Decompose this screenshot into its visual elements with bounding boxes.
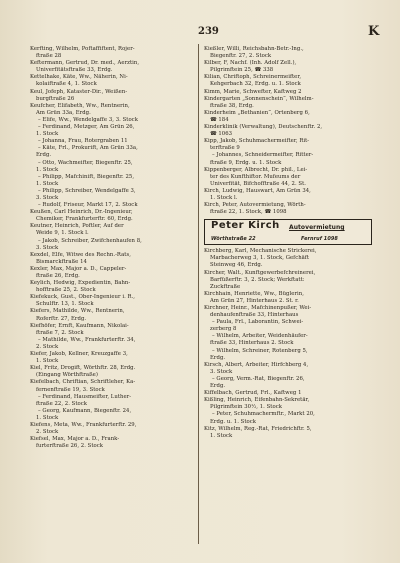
entry-continuation: Erdg.	[210, 354, 226, 361]
directory-entry: – Wilhelm, Schreiner, Rotenberg 5,	[212, 347, 308, 354]
entry-continuation: Chemiker, Frankfurterftr. 60, Erdg.	[36, 216, 133, 223]
directory-entry: Kettelhake, Käte, Ww., Näherin, Ni-	[30, 74, 128, 81]
directory-entry: Kexdel, Elfe, Witwe des Rechn.-Rats,	[30, 251, 131, 258]
entry-continuation: Roferftr. 27, Erdg.	[36, 315, 87, 322]
directory-entry: Kilber, F, Nachf. (Inh. Adolf Zell.),	[204, 60, 297, 67]
entry-continuation: ftraße 22, 1. Stock, ☎ 1098	[210, 209, 287, 216]
directory-entry: – Käte, Frl., Prokurift, Am Grün 33a,	[38, 145, 138, 152]
entry-continuation: Marbacherweg 3, 1. Stock, Gefchäft	[210, 255, 310, 262]
directory-entry: – Peter, Schuhmachermftr., Markt 20,	[212, 411, 315, 418]
column-divider	[198, 44, 199, 544]
entry-continuation: 3. Stock	[36, 244, 59, 251]
entry-continuation: 3. Stock	[36, 194, 59, 201]
section-letter: K	[368, 24, 380, 39]
entry-continuation: kolaiftraße 4, 1. Stock	[36, 81, 97, 88]
entry-continuation: ftraße 38, Erdg.	[210, 102, 254, 109]
entry-continuation: Barfüßerftr. 3, 2. Stock; Werkftatt:	[210, 276, 305, 283]
entry-continuation: 1. Stock	[36, 131, 59, 138]
entry-continuation: 1. Stock	[36, 358, 59, 365]
entry-continuation: Steinweg 46, Erdg.	[210, 262, 263, 269]
entry-continuation: Erdg.	[210, 383, 226, 390]
directory-entry: Keußen, Carl Heinrich, Dr.-Ingenieur,	[30, 209, 133, 216]
directory-entry: – Paula, Frl., Laborantin, Schwei-	[212, 319, 304, 326]
entry-continuation: 2. Stock	[36, 429, 59, 436]
directory-entry: – Johanna, Frau, Rotergraben 11	[38, 138, 128, 145]
entry-continuation: 1. Stock l.	[210, 194, 238, 201]
directory-entry: Kiefhöfer, Ernft, Kaufmann, Nikolai-	[30, 322, 129, 329]
directory-entry: Kipp, Jakob, Schuhmachermeifter, Rit-	[204, 138, 310, 145]
entry-continuation: (Eingang Wörthftraße)	[36, 372, 98, 379]
entry-continuation: Erdg.	[36, 152, 52, 159]
directory-entry: – Elife, Ww., Wendelgaffe 3, 3. Stock	[38, 116, 138, 123]
directory-entry: Kimm, Marie, Schwefter, Kaftweg 2	[204, 88, 302, 95]
right-column	[204, 46, 376, 440]
right-column-bottom	[204, 248, 376, 440]
directory-entry: Kirch, Ludwig, Hauswart, Am Grün 34,	[204, 187, 311, 194]
page-header	[0, 26, 400, 40]
directory-entry: Kerfting, Wilhelm, Poftaffiftent, Rojer-	[30, 46, 135, 52]
directory-entry: Kinderklinik (Verwaltung), Deutschenftr. 2,	[204, 124, 323, 131]
directory-entry: Kiel, Fritz, Drogift, Wörthftr. 28, Erdg.	[30, 365, 136, 372]
entry-continuation: fernenftraße 19, 3. Stock	[36, 386, 105, 393]
entry-continuation: burgftraße 26	[36, 95, 75, 102]
directory-entry: Keftermann, Gertrud, Dr. med., Aerztin,	[30, 60, 140, 67]
entry-continuation: denhaufenftraße 33, Hinterhaus	[210, 312, 299, 319]
directory-entry: – Georg, Verm.-Rat, Biegenftr. 26,	[212, 375, 305, 382]
entry-continuation: 1. Stock	[36, 180, 59, 187]
entry-continuation: Kehgerbach 32, Erdg. u. 1. Stock	[210, 81, 301, 88]
entry-continuation: Pilgrimftein 25, ☎ 338	[210, 67, 274, 74]
directory-entry: Kiefens, Meta, Ww., Frankfurterftr. 29,	[30, 421, 137, 428]
directory-entry: Kiefelbach, Chriftian, Schriftleher, Ka-	[30, 379, 136, 386]
left-column	[30, 46, 193, 450]
entry-continuation: Weide 9, 1. Stock l.	[36, 230, 89, 237]
entry-continuation: ter des Kunfthiftor. Mufeums der	[210, 173, 301, 180]
directory-entry: Keylich, Hedwig, Expedientin, Bahn-	[30, 280, 131, 287]
entry-continuation: hofftraße 25, 2. Stock	[36, 287, 96, 294]
entry-continuation: ☎ 184	[210, 116, 229, 123]
entry-continuation: zerberg 8	[210, 326, 237, 333]
directory-entry: Kirchhain, Henriette, Ww., Büglerin,	[204, 290, 304, 297]
directory-entry: – Philipp, Schreiber, Wendelgaffe 3,	[38, 187, 136, 194]
directory-entry: – Ferdinand, Hausmeifter, Luther-	[38, 393, 132, 400]
directory-entry: Kindergarten „Sonnenschein“, Wilhelm-	[204, 95, 314, 102]
directory-entry: Kirchner, Heinr., Mafchinenpußer, Wei-	[204, 305, 312, 311]
ad-company-name: Peter Kirch	[211, 220, 280, 232]
directory-entry: – Georg, Kaufmann, Biegenftr. 24,	[38, 407, 132, 414]
directory-entry: – Philipp, Mafchinift, Biegenftr. 25,	[38, 173, 135, 180]
entry-continuation: ftraße 33, Hinterhaus 2. Stock	[210, 340, 294, 347]
entry-continuation: ftraße 28	[36, 53, 62, 60]
directory-entry: Kiefsel, Max, Major a. D., Frank-	[30, 436, 120, 443]
entry-continuation: Biegenftr. 27, 2. Stock	[210, 53, 272, 60]
directory-entry: Kiefekuck, Gust., Ober-Ingenieur i. R.,	[30, 294, 136, 301]
entry-continuation: Univerfität, Bifchofftraße 44, 2. St.	[210, 180, 307, 187]
directory-entry: Kirsch, Albert, Arbeiter, Hirfchberg 4,	[204, 361, 309, 368]
entry-continuation: 3. Stock	[210, 368, 233, 375]
entry-continuation: 1. Stock	[210, 432, 233, 439]
directory-entry: Kiefer, Jakob, Kellner, Kreuzgaffe 3,	[30, 351, 128, 358]
entry-continuation: ftraße 9, Erdg. u. 1. Stock	[210, 159, 282, 166]
directory-entry: – Jakob, Schreiber, Zwifchenhaufen 8,	[38, 237, 142, 244]
directory-entry: Kexler, Max, Major a. D., Cappeler-	[30, 265, 127, 272]
entry-continuation: ☎ 1063	[210, 131, 233, 138]
entry-continuation: Am Grün 33a, Erdg.	[36, 109, 91, 116]
directory-entry: Kiffelbach, Gertrud, Frl., Kaftweg 1	[204, 390, 302, 397]
right-column-top	[204, 46, 376, 216]
directory-entry: – Ferdinand, Metzger, Am Grün 26,	[38, 124, 135, 131]
advertisement-box	[204, 219, 372, 245]
directory-entry: – Wilhelm, Arbeiter, Weidenhäufer-	[212, 333, 308, 340]
directory-entry: Keutner, Heinrich, Poftler, Auf der	[30, 223, 124, 230]
directory-entry: – Rudolf, Friseur, Markt 17, 2. Stock	[38, 202, 138, 209]
entry-continuation: Zuckftraße	[210, 283, 241, 290]
entry-continuation: ftraße 26, Erdg.	[36, 273, 80, 279]
directory-entry: Keufcher, Elifabeth, Ww., Rentnerin,	[30, 102, 130, 109]
entry-continuation: Schulftr. 13, 1. Stock	[36, 301, 94, 308]
directory-entry: Kirch, Peter, Autovermietung, Wörth-	[204, 202, 306, 209]
ad-phone: Fernruf 1098	[301, 236, 338, 243]
entry-continuation: furterftraße 26, 2. Stock	[36, 443, 104, 450]
entry-continuation: 2. Stock	[36, 343, 59, 350]
directory-entry: Kirchberg, Karl, Mechanische Strickerei,	[204, 248, 317, 255]
directory-entry: – Otto, Wachmeifter, Biegenftr. 25,	[38, 159, 133, 166]
directory-entry: Kircher, Walt., Kunftgewerbefchreinerei,	[204, 269, 316, 276]
entry-continuation: Univerfitätsftraße 33, Erdg.	[36, 67, 113, 74]
entry-continuation: Erdg. u. 1. Stock	[210, 418, 257, 425]
directory-entry: Kiefers, Mathilde, Ww., Rentnerin,	[30, 308, 125, 315]
directory-entry: Kitz, Wilhelm, Reg.-Rat, Friedrichftr. 5,	[204, 425, 312, 432]
entry-continuation: 1. Stock	[36, 166, 59, 173]
entry-continuation: Bismarckftraße 14	[36, 258, 87, 265]
page-number: 239	[198, 26, 219, 37]
directory-entry: Kinderheim „Bethanien“, Ortenberg 6,	[204, 109, 310, 116]
entry-continuation: Pilgrimftein 30½, 1. Stock	[210, 404, 283, 411]
entry-continuation: terftraße 9	[210, 145, 240, 152]
entry-continuation: 1. Stock	[36, 414, 59, 421]
directory-entry: Kießler, Willi, Reichsbahn-Betr.-Ing.,	[204, 46, 304, 52]
entry-continuation: ftraße 7, 2. Stock	[36, 329, 84, 336]
directory-entry: Kippenberger, Albrecht, Dr. phil., Lei-	[204, 166, 308, 173]
directory-entry: Kilian, Chriftoph, Schreinermeifter,	[204, 74, 302, 81]
entry-continuation: Am Grün 27, Hinterhaus 2. St. r.	[210, 297, 299, 304]
directory-entry: Kißling, Heinrich, Eifenbahn-Sekretär,	[204, 397, 310, 404]
directory-entry: – Johannes, Schneidermeifter, Ritter-	[212, 152, 314, 159]
entry-continuation: ftraße 22, 2. Stock	[36, 400, 88, 407]
ad-address: Wörthstraße 22	[211, 236, 256, 243]
ad-tagline: Autovermietung	[289, 224, 345, 232]
directory-entry: – Mathilde, Ww., Frankfurterftr. 34,	[38, 336, 136, 343]
directory-entry: Keul, Jofeph, Kataster-Dir., Weißen-	[30, 88, 128, 95]
